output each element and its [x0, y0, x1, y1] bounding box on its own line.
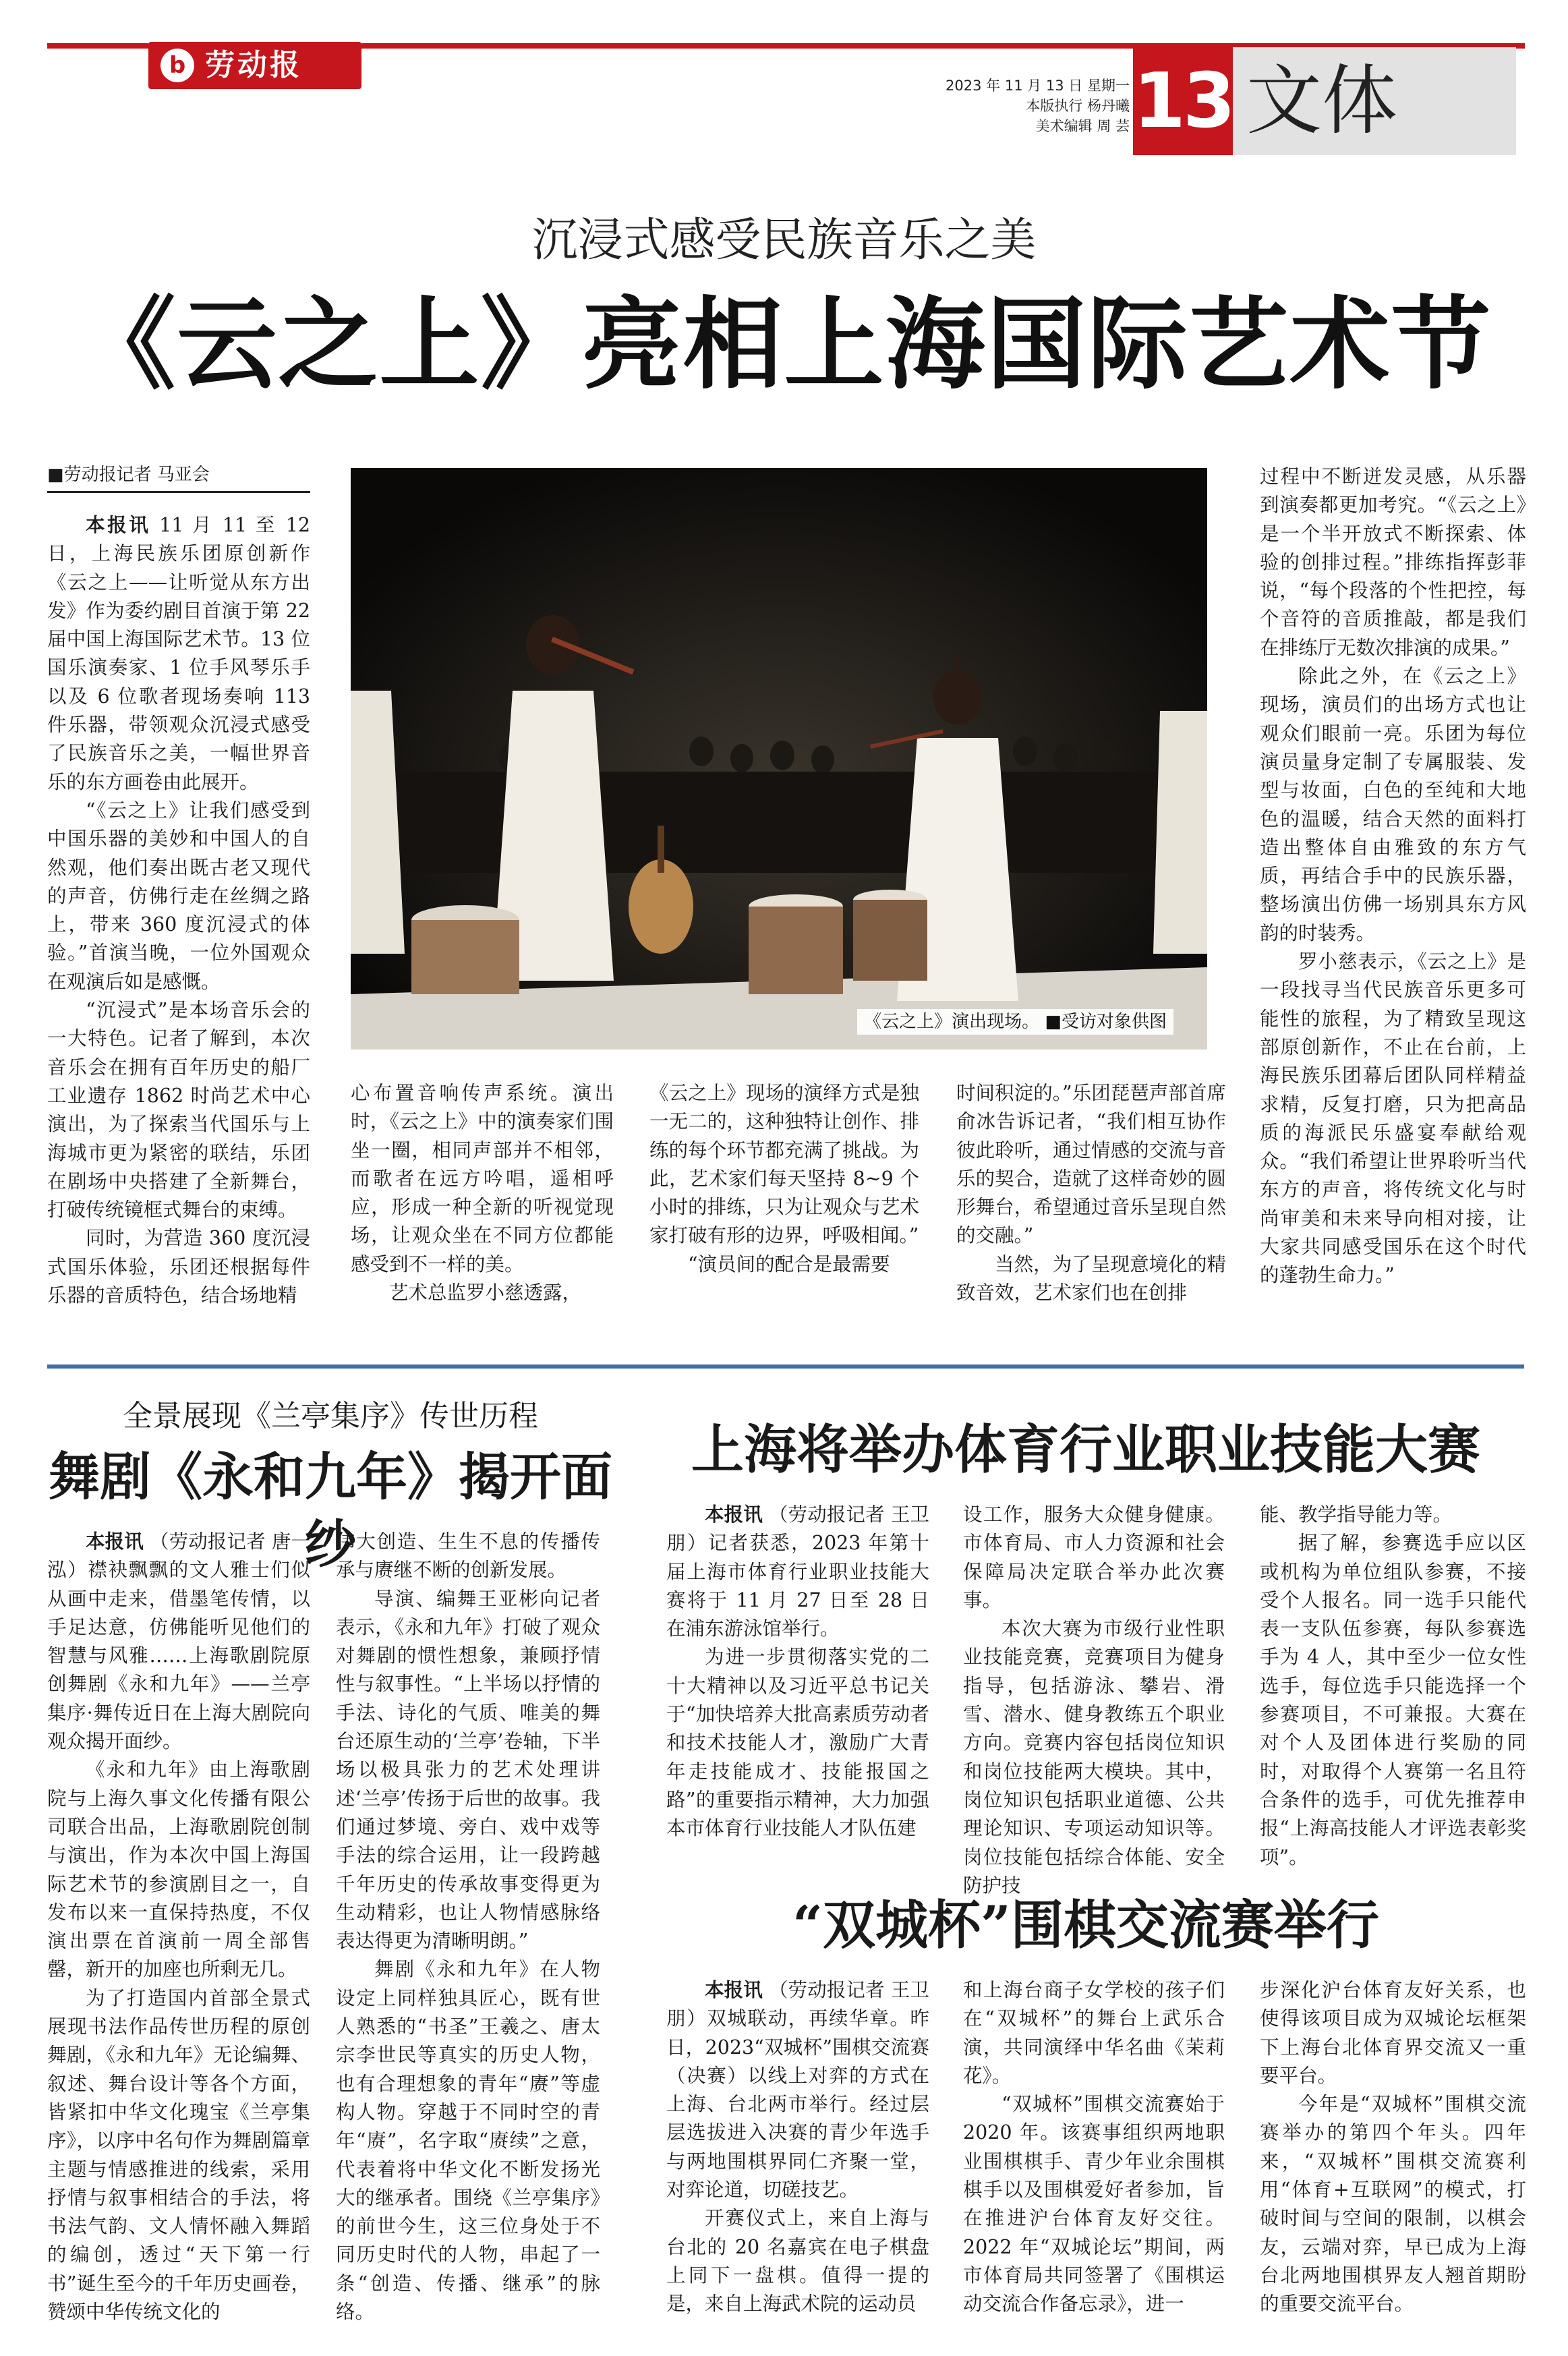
article4-lead: 本报讯 — [705, 1979, 763, 2001]
article4-paragraph: 双城联动，再续华章。昨日，2023“双城杯”围棋交流赛（决赛）以线上对弈的方式在上海、台北两市举行。经过层层选拔进入决赛的青少年选手与两地围棋界同仁齐聚一堂，对弈论道，切磋技艺。 — [666, 2007, 929, 2202]
article4-column-3 — [1260, 1976, 1526, 2319]
article2-subtitle: 全景展现《兰亭集序》传世历程 — [123, 1399, 538, 1433]
article3-paragraph: 能、教学指导能力等。 — [1260, 1503, 1453, 1526]
article1-column-3 — [649, 1079, 919, 1279]
article2-paragraph: 导演、编舞王亚彬向记者表示，《永和九年》打破了观众对舞剧的惯性想象，兼顾抒情性与叙事性。“上半场以抒情的手法、诗化的气质、唯美的舞台还原生动的‘兰亭’卷轴，下半场以极具张力的艺术处理讲述‘兰亭’传扬于后世的故事。我们通过梦境、旁白、戏中戏等手法的综合运用，让一段跨越千年历史的传承故事变得更为生动精彩，也让人物情感脉络表达得更为清晰明朗。” — [336, 1587, 600, 1953]
article1-column-2 — [351, 1079, 614, 1307]
article3-paragraph: 设工作，服务大众健身健康。市体育局、市人力资源和社会保障局决定联合举办此次赛事。 — [963, 1503, 1225, 1611]
article3-paragraph: 本次大赛为市级行业性职业技能竞赛，竞赛项目为健身指导，包括游泳、攀岩、滑雪、潜水、健身教练五个职业方向。竞赛内容包括岗位知识和岗位技能两大模块。其中，岗位知识包括职业道德、公共理论知识、专项运动知识等。岗位技能包括综合体能、安全防护技 — [963, 1617, 1225, 1897]
logo-mark-icon: b — [161, 49, 194, 82]
article2-column-1 — [47, 1528, 310, 2326]
article1-column-1 — [47, 511, 310, 1310]
article1-title: 《云之上》亮相上海国际艺术节 — [76, 285, 1492, 403]
section-divider — [47, 1364, 1524, 1369]
article3-column-1 — [666, 1501, 929, 1843]
article3-lead: 本报讯 — [705, 1503, 763, 1526]
article3-title: 上海将举办体育行业职业技能大赛 — [691, 1419, 1480, 1481]
article3-byline: （劳动报记者 王卫朋） — [666, 1503, 929, 1555]
article4-column-2 — [963, 1976, 1225, 2319]
newspaper-logo — [148, 42, 361, 89]
article2-column-2 — [336, 1528, 600, 2326]
top-rule-left — [47, 43, 148, 49]
article1-paragraph: “沉浸式”是本场音乐会的一大特色。记者了解到，本次音乐会在拥有百年历史的船厂工业遗存 1862 时尚艺术中心演出，为了探索当代国乐与上海城市更为紧密的联结，乐团在剧场中央搭建了全新舞台，打破传统镜框式舞台的束缚。 — [47, 999, 310, 1222]
performance-photo — [351, 468, 1207, 1050]
article1-lead: 本报讯 — [86, 514, 151, 536]
article2-paragraph: 襟袂飘飘的文人雅士们似从画中走来，借墨笔传情，以手足达意，仿佛能听见他们的智慧与风雅……上海歌剧院原创舞剧《永和九年》——兰亭集序·舞传近日在上海大剧院向观众揭开面纱。 — [47, 1559, 310, 1753]
photo-caption: 《云之上》演出现场。 ■受访对象供图 — [857, 1009, 1173, 1035]
article1-paragraph: 当然，为了呈现意境化的精致音效，艺术家们也在创排 — [956, 1253, 1226, 1304]
page-number: 13 — [1133, 47, 1233, 155]
article4-paragraph: “双城杯”围棋交流赛始于 2020 年。该赛事组织两地职业围棋棋手、青少年业余围棋棋手以及围棋爱好者参加，旨在推进沪台体育友好交往。2022 年“双城论坛”期间，两市体育局共同签署了《围棋运动交流合作备忘录》，进一 — [963, 2093, 1225, 2316]
article1-paragraph: “《云之上》让我们感受到中国乐器的美妙和中国人的自然观，他们奏出既古老又现代的声音，仿佛行走在丝绸之路上，带来 360 度沉浸式的体验。”首演当晚，一位外国观众在观演后如是感慨。 — [47, 799, 310, 993]
article3-paragraph: 为进一步贯彻落实党的二十大精神以及习近平总书记关于“加快培养大批高素质劳动者和技术技能人才，激励广大青年走技能成才、技能报国之路”的重要指示精神，大力加强本市体育行业技能人才队伍建 — [666, 1646, 929, 1840]
article3-column-2 — [963, 1501, 1225, 1900]
article1-paragraph: 过程中不断迸发灵感，从乐器到演奏都更加考究。“《云之上》是一个半开放式不断探索、体验的创排过程。”排练指挥彭菲说，“每个段落的个性把控，每个音符的音质推敲，都是我们在排练厅无数次排演的成果。” — [1260, 465, 1526, 659]
article1-column-5 — [1260, 463, 1526, 1290]
article2-byline: （劳动报记者 唐一泓） — [47, 1530, 310, 1582]
article2-paragraph: 伟大创造、生生不息的传播传承与赓继不断的创新发展。 — [336, 1530, 600, 1582]
article1-paragraph: 艺术总监罗小慈透露， — [389, 1282, 582, 1304]
article2-paragraph: 《永和九年》由上海歌剧院与上海久事文化传播有限公司联合出品，上海歌剧院创制与演出，作为本次中国上海国际艺术节的参演剧目之一，自发布以来一直保持热度，不仅演出票在首演前一周全部售罄，新开的加座也所剩无几。 — [47, 1758, 310, 1981]
issue-meta — [946, 76, 1130, 136]
issue-date: 2023 年 11 月 13 日 星期一 — [946, 78, 1130, 94]
art-editor: 美术编辑 周 芸 — [1035, 118, 1130, 134]
article1-column-4 — [956, 1079, 1226, 1307]
article1-paragraph: 心布置音响传声系统。演出时，《云之上》中的演奏家们围坐一圈，相同声部并不相邻，而歌者在远方吟唱，遥相呼应，形成一种全新的听视觉现场，让观众坐在不同方位都能感受到不一样的美。 — [351, 1082, 614, 1275]
article4-paragraph: 和上海台商子女学校的孩子们在“双城杯”的舞台上武乐合演，共同演绎中华名曲《茉莉花》。 — [963, 1979, 1225, 2087]
article2-title: 舞剧《永和九年》揭开面纱 — [49, 1447, 612, 1574]
article1-paragraph: 《云之上》现场的演绎方式是独一无二的，这种独特让创作、排练的每个环节都充满了挑战。为此，艺术家们每天坚持 8~9 个小时的排练，只为让观众与艺术家打破有形的边界，呼吸相闻。” — [649, 1082, 919, 1247]
article1-paragraph: 时间积淀的。”乐团琵琶声部首席俞冰告诉记者，“我们相互协作彼此聆听，通过情感的交流与音乐的契合，造就了这样奇妙的圆形舞台，希望通过音乐呈现自然的交融。” — [956, 1082, 1226, 1247]
article4-paragraph: 今年是“双城杯”围棋交流赛举办的第四个年头。四年来，“双城杯”围棋交流赛利用“体育+互联网”的模式，打破时间与空间的限制，以棋会友，云端对弈，早已成为上海台北两地围棋界友人翘首期盼的重要交流平台。 — [1260, 2093, 1526, 2316]
article2-lead: 本报讯 — [86, 1530, 144, 1553]
executive-editor: 本版执行 杨丹曦 — [1026, 98, 1130, 114]
stage-scene-image — [351, 468, 1207, 1050]
article3-paragraph: 据了解，参赛选手应以区或机构为单位组队参赛，不接受个人报名。同一选手只能代表一支队伍参赛，每队参赛选手为 4 人，其中至少一位女性选手，每位选手只能选择一个参赛项目，不可兼报。大赛在对个人及团体进行奖励的同时，对取得个人赛第一名且符合条件的选手，可优先推荐申报“上海高技能人才评选表彰奖项”。 — [1260, 1532, 1526, 1868]
article1-paragraph: 11 月 11 至 12 日，上海民族乐团原创新作《云之上——让听觉从东方出发》作为委约剧目首演于第 22 届中国上海国际艺术节。13 位国乐演奏家、1 位手风琴乐手以及 6 位歌者现场奏响 113 件乐器，带领观众沉浸式感受了民族音乐之美，一幅世界音乐的东方画卷由此展开。 — [47, 514, 310, 793]
article3-column-3 — [1260, 1501, 1526, 1872]
section-name: 文体 — [1233, 47, 1516, 155]
article1-paragraph: 除此之外，在《云之上》现场，演员们的出场方式也让观众们眼前一亮。乐团为每位演员量身定制了专属服装、发型与妆面，白色的至纯和大地色的温暖，结合天然的面料打造出整体自由雅致的东方气质，再结合手中的民族乐器，整场演出仿佛一场别具东方风韵的时装秀。 — [1260, 665, 1526, 944]
article3-paragraph: 记者获悉，2023 年第十届上海市体育行业职业技能大赛将于 11 月 27 日至 28 日在浦东游泳馆举行。 — [666, 1532, 929, 1640]
article4-paragraph: 开赛仪式上，来自上海与台北的 20 名嘉宾在电子棋盘上同下一盘棋。值得一提的是，来自上海武术院的运动员 — [666, 2207, 929, 2316]
article1-paragraph: 罗小慈表示，《云之上》是一段找寻当代民族音乐更多可能性的旅程，为了精致呈现这部原创新作，不止在台前，上海民族乐团幕后团队同样精益求精，反复打磨，只为把高品质的海派民乐盛宴奉献给观众。“我们希望让世界聆听当代东方的声音，将传统文化与时尚审美和未来导向相对接，让大家共同感受国乐在这个时代的蓬勃生命力。” — [1260, 950, 1526, 1287]
article4-paragraph: 步深化沪台体育友好关系，也使得该项目成为双城论坛框架下上海台北体育界交流又一重要平台。 — [1260, 1979, 1526, 2087]
article2-paragraph: 舞剧《永和九年》在人物设定上同样独具匠心，既有世人熟悉的“书圣”王羲之、唐太宗李世民等真实的历史人物，也有合理想象的青年“赓”等虚构人物。穿越于不同时空的青年“赓”，名字取“赓续”之意，代表着将中华文化不断发扬光大的继承者。围绕《兰亭集序》的前世今生，这三位身处于不同历史时代的人物，串起了一条“创造、传播、继承”的脉络。 — [336, 1958, 600, 2324]
article1-subtitle: 沉浸式感受民族音乐之美 — [531, 214, 1037, 267]
logo-text: 劳动报 — [205, 48, 302, 82]
article4-column-1 — [666, 1976, 929, 2319]
article4-byline: （劳动报记者 王卫朋） — [666, 1979, 929, 2030]
article2-paragraph: 为了打造国内首部全景式展现书法作品传世历程的原创舞剧，《永和九年》无论编舞、叙述、舞台设计等各个方面，皆紧扣中华文化瑰宝《兰亭集序》，以序中名句作为舞剧篇章主题与情感推进的线索，采用抒情与叙事相结合的手法，将书法气韵、文人情怀融入舞蹈的编创，透过“天下第一行书”诞生至今的千年历史画卷，赞颂中华传统文化的 — [47, 1986, 310, 2324]
article1-paragraph: 同时，为营造 360 度沉浸式国乐体验，乐团还根据每件乐器的音质特色，结合场地精 — [47, 1227, 310, 1307]
article1-byline: ■劳动报记者 马亚会 — [47, 463, 310, 493]
article4-title: “双城杯”围棋交流赛举行 — [792, 1895, 1379, 1956]
article1-paragraph: “演员间的配合是最需要 — [688, 1253, 890, 1275]
